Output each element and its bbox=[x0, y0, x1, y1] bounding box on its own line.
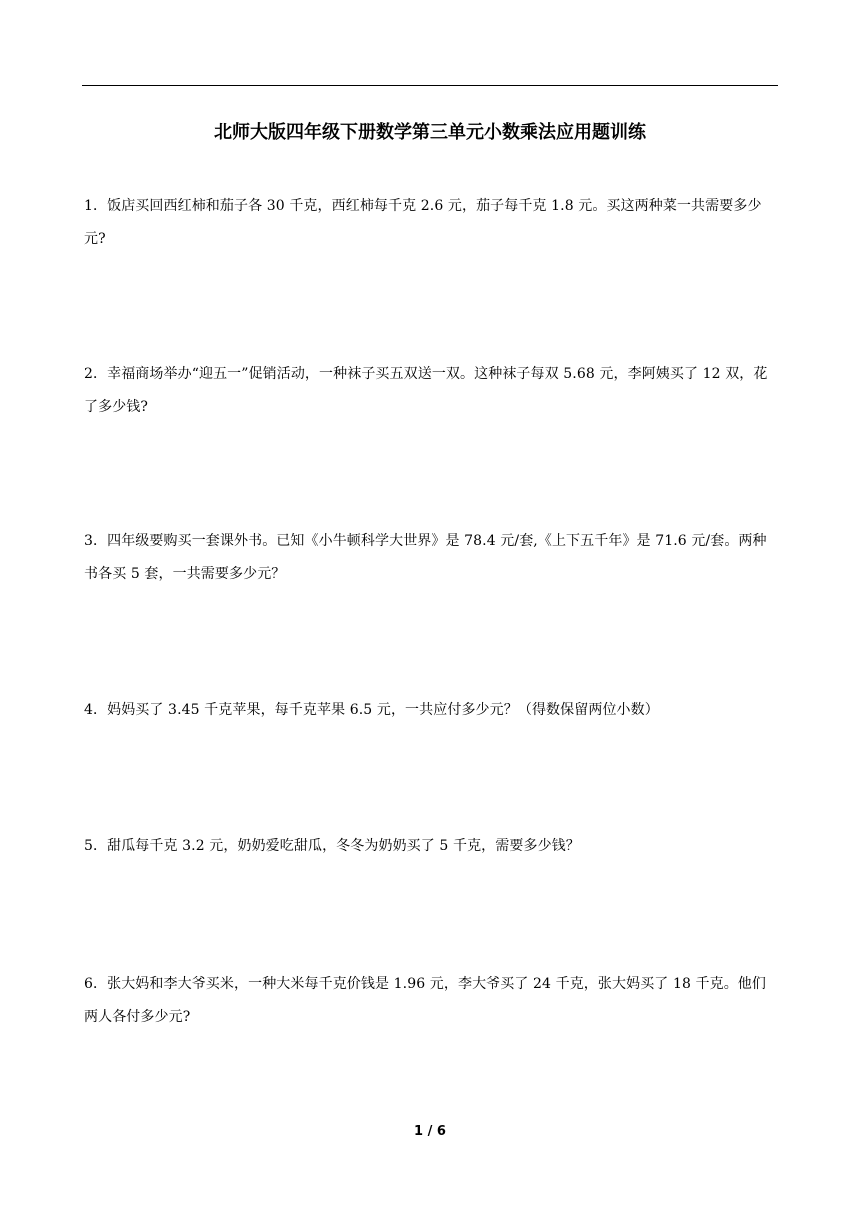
question-1: 1．饭店买回西红柿和茄子各 30 千克，西红柿每千克 2.6 元，茄子每千克 1.8 元。买这两种菜一共需要多少元? bbox=[84, 198, 762, 247]
question-2: 2．幸福商场举办“迎五一”促销活动，一种袜子买五双送一双。这种袜子每双 5.68 元，李阿姨买了 12 双，花了多少钱? bbox=[84, 366, 768, 415]
document-title: 北师大版四年级下册数学第三单元小数乘法应用题训练 bbox=[214, 122, 646, 143]
header-rule bbox=[82, 85, 778, 86]
page-number: 1 / 6 bbox=[414, 1124, 446, 1139]
question-3: 3．四年级要购买一套课外书。已知《小牛顿科学大世界》是 78.4 元/套,《上下五千年》是 71.6 元/套。两种书各买 5 套，一共需要多少元？ bbox=[84, 533, 767, 582]
question-5: 5．甜瓜每千克 3.2 元，奶奶爱吃甜瓜，冬冬为奶奶买了 5 千克，需要多少钱？ bbox=[84, 838, 580, 854]
question-6: 6．张大妈和李大爷买米，一种大米每千克价钱是 1.96 元，李大爷买了 24 千克，张大妈买了 18 千克。他们两人各付多少元? bbox=[84, 976, 767, 1025]
question-4: 4．妈妈买了 3.45 千克苹果，每千克苹果 6.5 元，一共应付多少元？（得数保留两位小数） bbox=[84, 702, 659, 718]
